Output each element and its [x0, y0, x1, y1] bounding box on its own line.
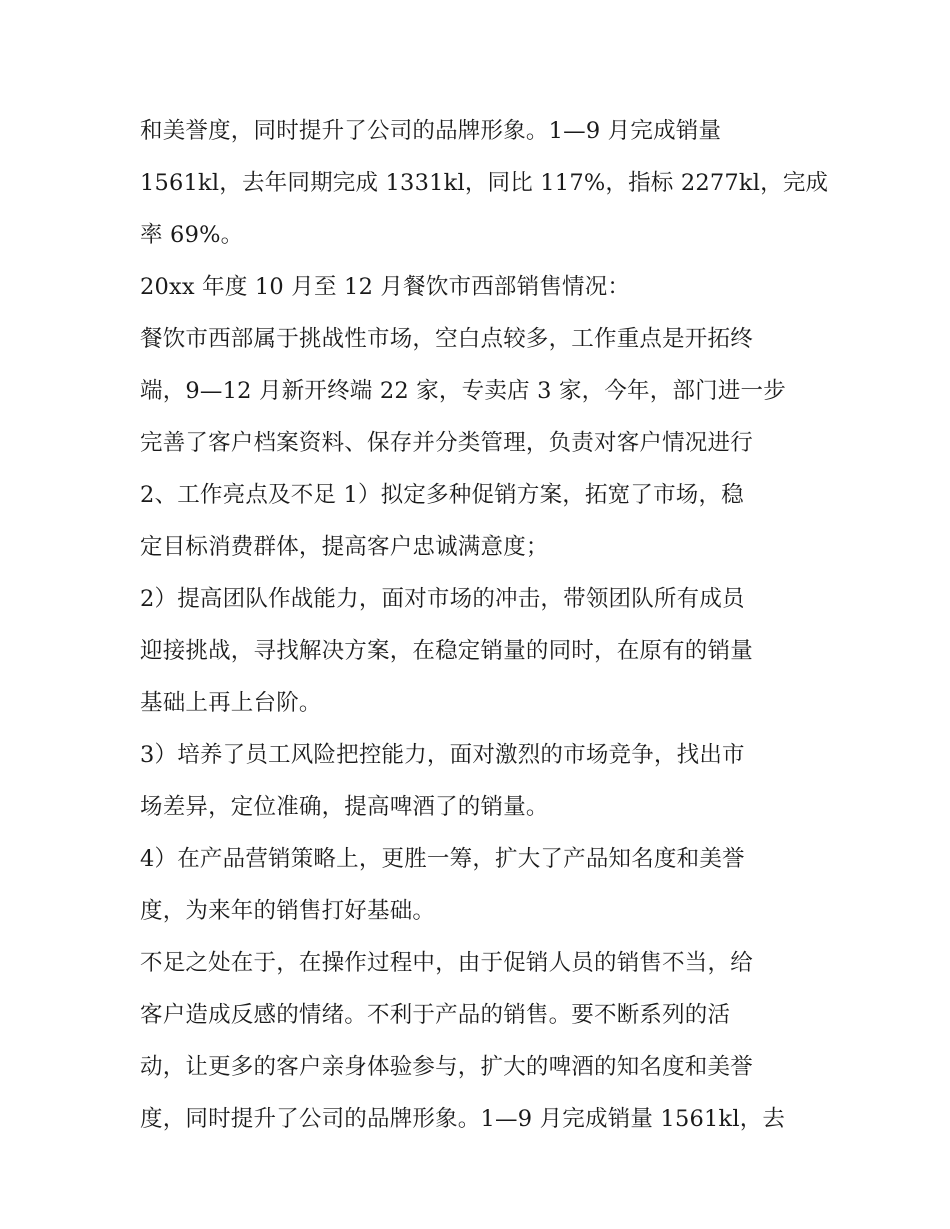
text-line: 客户造成反感的情绪。不利于产品的销售。要不断系列的活: [140, 1002, 731, 1028]
text-line: 3）培养了员工风险把控能力，面对激烈的市场竞争，找出市: [140, 742, 745, 768]
text-line: 度，同时提升了公司的品牌形象。1—9 月完成销量 1561kl，去: [140, 1106, 786, 1132]
text-line: 定目标消费群体，提高客户忠诚满意度；: [140, 534, 549, 560]
text-line: 场差异，定位准确，提高啤酒了的销量。: [140, 794, 549, 820]
text-line: 2）提高团队作战能力，面对市场的冲击，带领团队所有成员: [140, 586, 745, 612]
document-body: [140, 105, 829, 1145]
text-line: 餐饮市西部属于挑战性市场，空白点较多，工作重点是开拓终: [140, 326, 753, 352]
text-line: 1561kl，去年同期完成 1331kl，同比 117%，指标 2277kl，完成: [140, 170, 829, 196]
text-line: 端，9—12 月新开终端 22 家，专卖店 3 家，今年，部门进一步: [140, 378, 786, 404]
text-line: 完善了客户档案资料、保存并分类管理，负责对客户情况进行: [140, 430, 753, 456]
text-line: 不足之处在于，在操作过程中，由于促销人员的销售不当，给: [140, 950, 753, 976]
text-line: 基础上再上台阶。: [140, 690, 322, 716]
text-line: 动，让更多的客户亲身体验参与，扩大的啤酒的知名度和美誉: [140, 1054, 753, 1080]
text-line: 迎接挑战，寻找解决方案，在稳定销量的同时，在原有的销量: [140, 638, 753, 664]
text-line: 和美誉度，同时提升了公司的品牌形象。1—9 月完成销量: [140, 118, 722, 144]
section-heading: 20xx 年度 10 月至 12 月餐饮市西部销售情况：: [140, 274, 631, 300]
text-line: 2、工作亮点及不足 1）拟定多种促销方案，拓宽了市场，稳: [140, 482, 744, 508]
text-line: 率 69%。: [140, 222, 244, 248]
text-line: 4）在产品营销策略上，更胜一筹，扩大了产品知名度和美誉: [140, 846, 745, 872]
text-line: 度，为来年的销售打好基础。: [140, 898, 436, 924]
